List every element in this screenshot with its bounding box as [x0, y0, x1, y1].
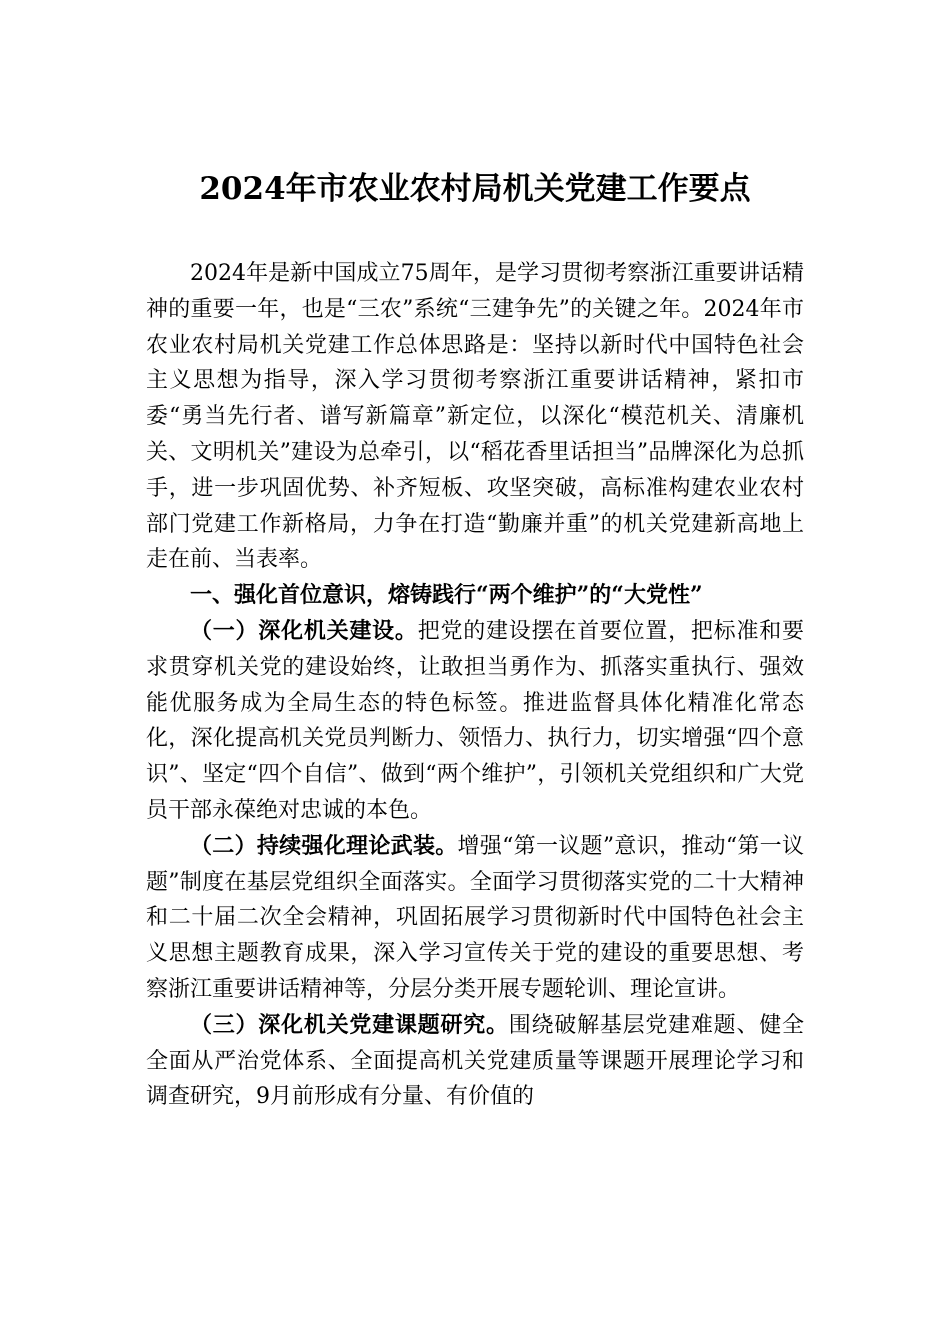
item-3-text: 围绕破解基层党建难题、健全全面从严治党体系、全面提高机关党建质量等课题开展理论学习和调查研究，9月前形成有分量、有价值的 — [146, 1012, 804, 1110]
item-2-text: 增强“第一议题”意识，推动“第一议题”制度在基层党组织全面落实。全面学习贯彻落实党的二十大精神和二十届二次全会精神，巩固拓展学习贯彻新时代中国特色社会主义思想主题教育成果，深入学习宣传关于党的建设的重要思想、考察浙江重要讲话精神等，分层分类开展专题轮训、理论宣讲。 — [146, 833, 804, 1002]
item-3-paragraph — [146, 1008, 804, 1115]
document-page — [146, 160, 804, 1115]
intro-paragraph: 2024年是新中国成立75周年，是学习贯彻考察浙江重要讲话精神的重要一年，也是“三农”系统“三建争先”的关键之年。2024年市农业农村局机关党建工作总体思路是：坚持以新时代中国特色社会主义思想为指导，深入学习贯彻考察浙江重要讲话精神，紧扣市委“勇当先行者、谱写新篇章”新定位，以深化“模范机关、清廉机关、文明机关”建设为总牵引，以“稻花香里话担当”品牌深化为总抓手，进一步巩固优势、补齐短板、攻坚突破，高标准构建农业农村部门党建工作新格局，力争在打造“勤廉并重”的机关党建新高地上走在前、当表率。 — [146, 261, 804, 573]
item-2-title: （二）持续强化理论武装。 — [190, 832, 458, 859]
document-body — [146, 256, 804, 1115]
item-3-title: （三）深化机关党建课题研究。 — [190, 1011, 509, 1038]
item-1-title: （一）深化机关建设。 — [190, 617, 418, 644]
item-1-text: 把党的建设摆在首要位置，把标准和要求贯穿机关党的建设始终，让敢担当勇作为、抓落实重执行、强效能优服务成为全局生态的特色标签。推进监督具体化精准化常态化，深化提高机关党员判断力、领悟力、执行力，切实增强“四个意识”、坚定“四个自信”、做到“两个维护”，引领机关党组织和广大党员干部永葆绝对忠诚的本色。 — [146, 618, 804, 823]
document-title: 2024年市农业农村局机关党建工作要点 — [199, 171, 751, 207]
item-1-paragraph — [146, 614, 804, 829]
section-1-heading: 一、强化首位意识，熔铸践行“两个维护”的“大党性” — [190, 582, 703, 609]
item-2-paragraph — [146, 829, 804, 1008]
